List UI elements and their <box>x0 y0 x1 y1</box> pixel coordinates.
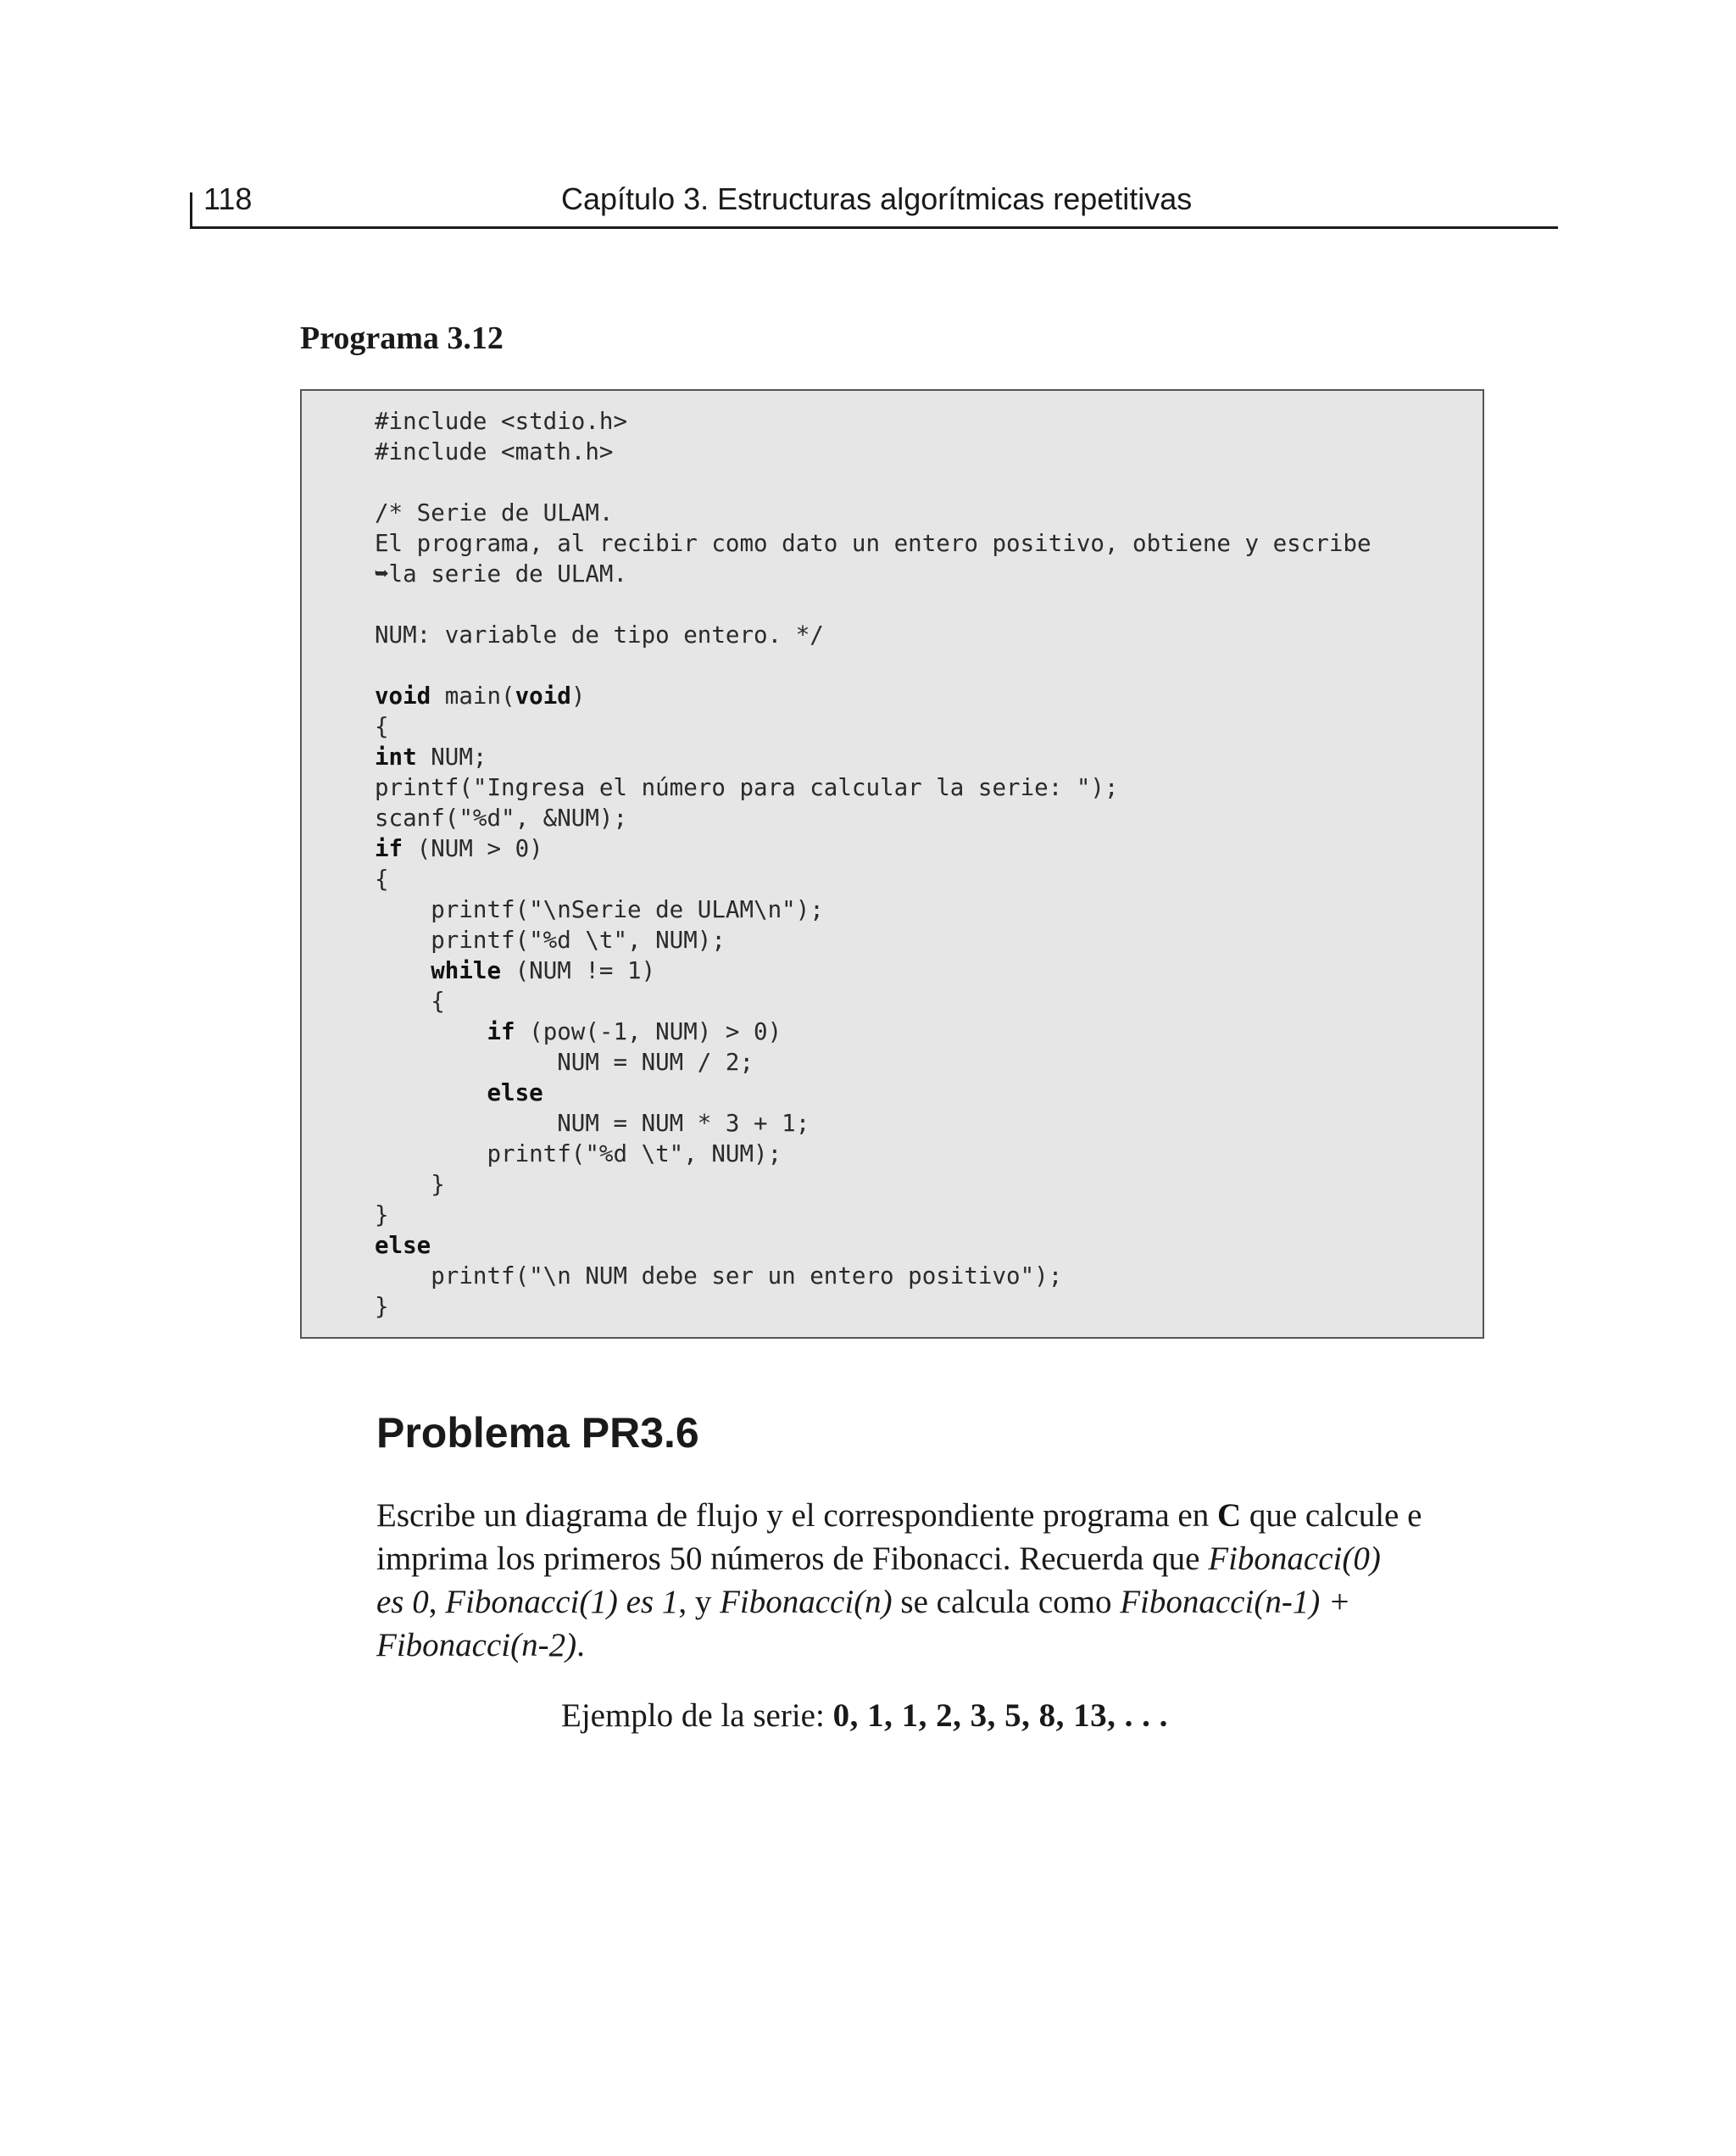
code-line-2 <box>375 437 1372 467</box>
code-line-6-segment: ➥la serie de ULAM. <box>375 560 628 588</box>
code-line-30-segment: } <box>375 1293 389 1320</box>
code-line-22-segment: NUM = NUM / 2; <box>375 1049 754 1076</box>
code-line-24 <box>375 1108 1372 1139</box>
example-label: Ejemplo de la serie: <box>561 1697 833 1734</box>
code-line-24-segment: NUM = NUM * 3 + 1; <box>375 1110 810 1137</box>
code-line-22 <box>375 1047 1372 1078</box>
code-line-1-segment: #include <stdio.h> <box>375 408 628 435</box>
code-line-17 <box>375 894 1372 925</box>
body-line-3-segment: Fibonacci(n) <box>720 1584 893 1620</box>
body-line-3-segment: , y <box>678 1584 721 1620</box>
body-line-3-segment: , <box>428 1584 446 1620</box>
code-line-19-segment: while <box>431 957 502 984</box>
code-line-15 <box>375 833 1372 864</box>
code-line-23-segment <box>375 1079 487 1106</box>
code-line-8-segment: NUM: variable de tipo entero. */ <box>375 621 824 649</box>
code-line-2-segment: #include <math.h> <box>375 438 614 465</box>
code-line-30 <box>375 1291 1372 1322</box>
code-line-14-segment: scanf("%d", &NUM); <box>375 805 628 832</box>
code-line-21-segment: if <box>487 1018 515 1045</box>
code-line-9 <box>375 650 1372 681</box>
code-line-10-segment: void <box>515 682 571 710</box>
code-line-4 <box>375 498 1372 528</box>
code-line-28 <box>375 1230 1372 1261</box>
body-line-1-segment: que calcule e <box>1241 1497 1422 1534</box>
code-line-13-segment: printf("Ingresa el número para calcular la serie: "); <box>375 774 1119 801</box>
body-line-3-segment: Fibonacci(n-1) + <box>1120 1584 1351 1620</box>
code-line-19-segment <box>375 957 431 984</box>
body-line-1-segment: C <box>1216 1497 1242 1534</box>
body-line-2-segment: Fibonacci(0) <box>1208 1540 1381 1577</box>
program-heading: Programa 3.12 <box>300 320 504 356</box>
code-line-10-segment: void <box>375 682 431 710</box>
example-series <box>561 1694 1168 1737</box>
code-line-25-segment: printf("%d \t", NUM); <box>375 1140 782 1167</box>
code-line-5-segment: El programa, al recibir como dato un entero positivo, obtiene y escribe <box>375 530 1372 557</box>
code-line-28-segment: else <box>375 1232 431 1259</box>
code-line-21-segment: (pow(-1, NUM) > 0) <box>515 1018 782 1045</box>
code-line-11 <box>375 711 1372 742</box>
code-line-26 <box>375 1169 1372 1200</box>
code-listing <box>375 406 1372 1322</box>
body-line-3-segment: Fibonacci(1) es 1 <box>445 1584 679 1620</box>
code-listing-box <box>300 389 1484 1339</box>
body-line-1 <box>376 1494 1495 1537</box>
chapter-title: Capítulo 3. Estructuras algorítmicas repetitivas <box>561 181 1193 216</box>
code-line-16 <box>375 864 1372 894</box>
code-line-8 <box>375 620 1372 650</box>
code-line-23 <box>375 1078 1372 1108</box>
code-line-23-segment: else <box>487 1079 543 1106</box>
body-line-4-segment: . <box>576 1627 585 1663</box>
body-line-3 <box>376 1580 1495 1624</box>
code-line-27 <box>375 1200 1372 1230</box>
body-line-2-segment: imprima los primeros 50 números de Fibonacci. Recuerda que <box>376 1540 1209 1577</box>
running-header <box>190 174 1558 229</box>
code-line-16-segment: { <box>375 866 389 893</box>
code-line-25 <box>375 1139 1372 1169</box>
code-line-10-segment: main( <box>431 682 515 710</box>
body-line-2 <box>376 1537 1495 1580</box>
code-line-19 <box>375 955 1372 986</box>
code-line-21-segment <box>375 1018 487 1045</box>
body-line-4 <box>376 1624 1495 1667</box>
page-number: 118 <box>203 181 253 216</box>
code-line-14 <box>375 803 1372 833</box>
code-line-20 <box>375 986 1372 1017</box>
code-line-12-segment: NUM; <box>416 744 487 771</box>
problem-title: Problema PR3.6 <box>376 1409 699 1457</box>
code-line-19-segment: (NUM != 1) <box>501 957 656 984</box>
code-line-6 <box>375 559 1372 589</box>
body-line-3-segment: se calcula como <box>892 1584 1121 1620</box>
body-line-1-segment: Escribe un diagrama de flujo y el correspondiente programa en <box>376 1497 1217 1534</box>
code-line-17-segment: printf("\nSerie de ULAM\n"); <box>375 896 824 923</box>
code-line-4-segment: /* Serie de ULAM. <box>375 499 614 526</box>
code-line-13 <box>375 772 1372 803</box>
code-line-29 <box>375 1261 1372 1291</box>
code-line-27-segment: } <box>375 1201 389 1228</box>
code-line-21 <box>375 1017 1372 1047</box>
body-line-3-segment: es 0 <box>376 1584 429 1620</box>
code-line-18-segment: printf("%d \t", NUM); <box>375 927 726 954</box>
header-tick-mark <box>190 192 192 229</box>
code-line-12-segment: int <box>375 744 417 771</box>
code-line-11-segment: { <box>375 713 389 740</box>
code-line-10-segment: ) <box>570 682 586 710</box>
code-line-12 <box>375 742 1372 772</box>
code-line-5 <box>375 528 1372 559</box>
body-line-4-segment: Fibonacci(n-2) <box>376 1627 577 1663</box>
problem-statement <box>376 1494 1495 1667</box>
code-line-15-segment: (NUM > 0) <box>403 835 543 862</box>
code-line-29-segment: printf("\n NUM debe ser un entero positivo"); <box>375 1262 1063 1290</box>
code-line-3 <box>375 467 1372 498</box>
code-line-15-segment: if <box>375 835 403 862</box>
code-line-26-segment: } <box>375 1171 445 1198</box>
code-line-1 <box>375 406 1372 437</box>
code-line-10 <box>375 681 1372 711</box>
code-line-20-segment: { <box>375 988 445 1015</box>
code-line-18 <box>375 925 1372 955</box>
example-values: 0, 1, 1, 2, 3, 5, 8, 13, . . . <box>832 1697 1168 1734</box>
code-line-7 <box>375 589 1372 620</box>
